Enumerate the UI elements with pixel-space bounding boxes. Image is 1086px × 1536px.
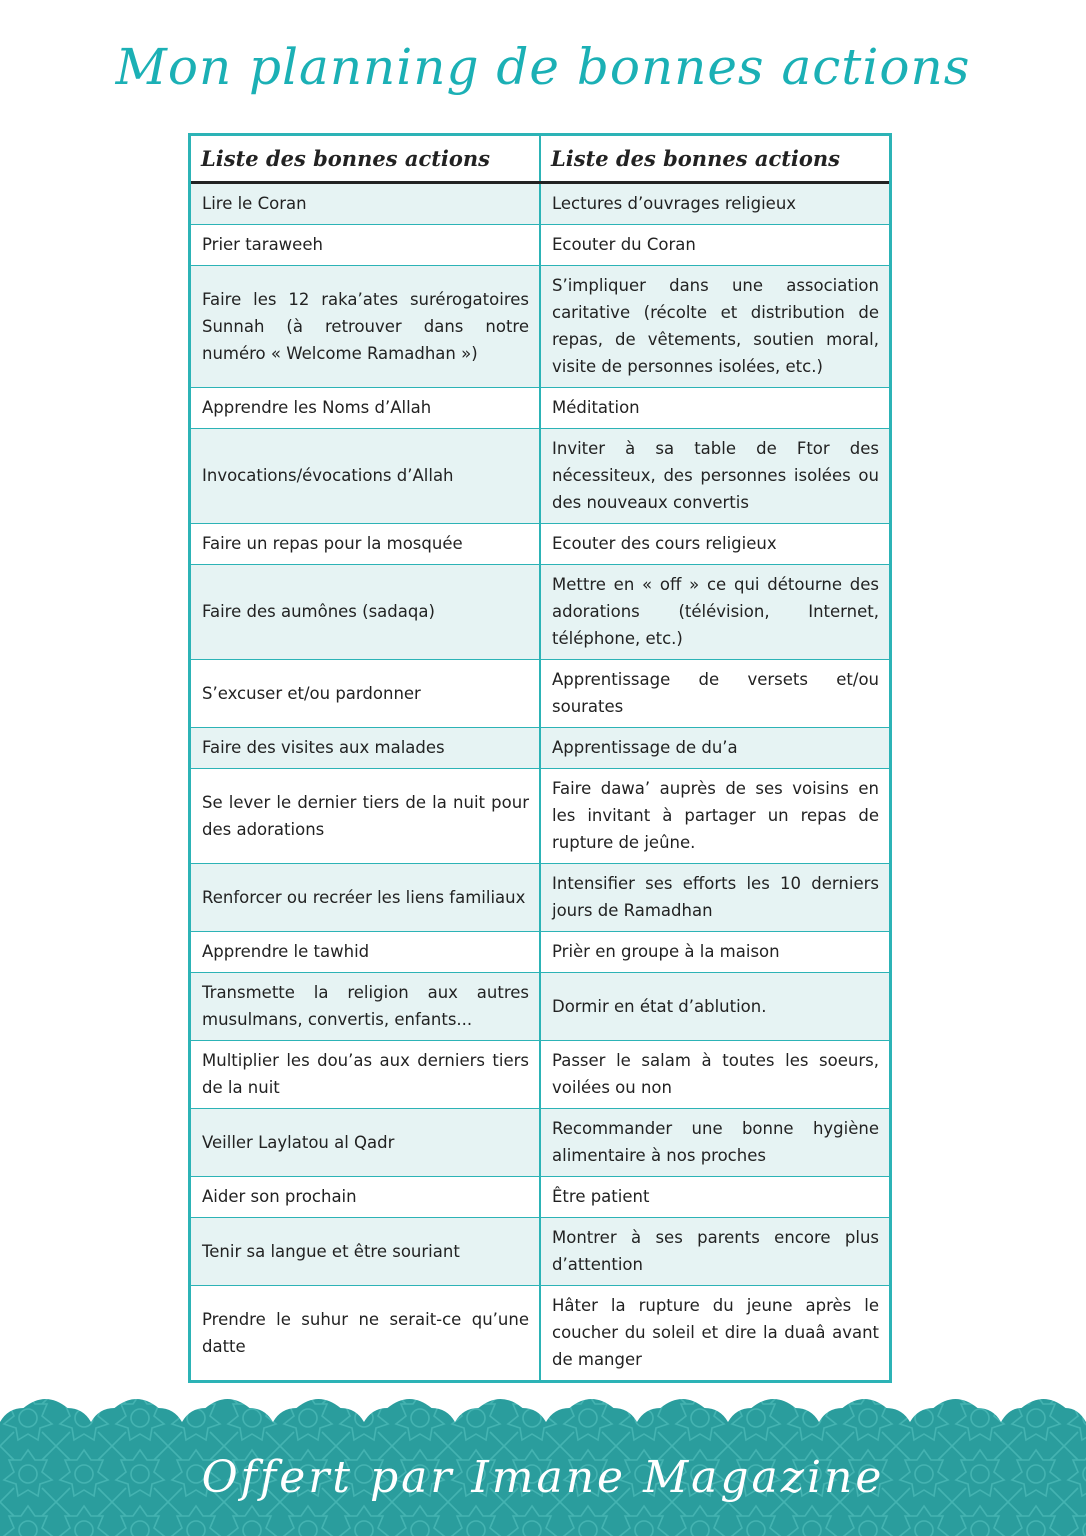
table-row: [191, 1218, 889, 1286]
table-row: [191, 183, 889, 225]
table-row: [191, 1177, 889, 1218]
action-cell-right: Hâter la rupture du jeune après le coucher du soleil et dire la duaâ avant de manger: [540, 1286, 889, 1381]
table-row: [191, 973, 889, 1041]
action-cell-right: Inviter à sa table de Ftor des nécessiteux, des personnes isolées ou des nouveaux convertis: [540, 429, 889, 524]
table-row: [191, 1286, 889, 1381]
action-cell-right: Lectures d’ouvrages religieux: [540, 183, 889, 225]
table-header-row: [191, 136, 889, 183]
table-row: [191, 1109, 889, 1177]
action-cell-right: Apprentissage de du’a: [540, 728, 889, 769]
table-row: [191, 660, 889, 728]
table-row: [191, 388, 889, 429]
action-cell-left: Aider son prochain: [191, 1177, 540, 1218]
column-header-1: Liste des bonnes actions: [191, 136, 540, 183]
table-row: [191, 565, 889, 660]
action-cell-right: Méditation: [540, 388, 889, 429]
action-cell-right: Mettre en « off » ce qui détourne des adorations (télévision, Internet, téléphone, etc.): [540, 565, 889, 660]
table-row: [191, 728, 889, 769]
action-cell-left: Faire des visites aux malades: [191, 728, 540, 769]
action-cell-right: S’impliquer dans une association caritative (récolte et distribution de repas, de vêtements, soutien moral, visite de personnes isolées, etc.): [540, 266, 889, 388]
action-cell-right: Passer le salam à toutes les soeurs, voilées ou non: [540, 1041, 889, 1109]
table-row: [191, 769, 889, 864]
action-cell-right: Ecouter du Coran: [540, 225, 889, 266]
action-cell-left: Apprendre les Noms d’Allah: [191, 388, 540, 429]
action-cell-left: Faire un repas pour la mosquée: [191, 524, 540, 565]
action-cell-right: Recommander une bonne hygiène alimentaire à nos proches: [540, 1109, 889, 1177]
action-cell-left: Faire des aumônes (sadaqa): [191, 565, 540, 660]
action-cell-left: Prendre le suhur ne serait-ce qu’une datte: [191, 1286, 540, 1381]
table-row: [191, 864, 889, 932]
action-cell-right: Ecouter des cours religieux: [540, 524, 889, 565]
table-row: [191, 429, 889, 524]
action-cell-left: Se lever le dernier tiers de la nuit pour des adorations: [191, 769, 540, 864]
table-row: [191, 1041, 889, 1109]
action-cell-right: Être patient: [540, 1177, 889, 1218]
action-cell-left: Transmette la religion aux autres musulmans, convertis, enfants...: [191, 973, 540, 1041]
action-cell-left: Veiller Laylatou al Qadr: [191, 1109, 540, 1177]
action-cell-left: Faire les 12 raka’ates surérogatoires Sunnah (à retrouver dans notre numéro « Welcome Ramadhan »): [191, 266, 540, 388]
action-cell-right: Apprentissage de versets et/ou sourates: [540, 660, 889, 728]
action-cell-left: Tenir sa langue et être souriant: [191, 1218, 540, 1286]
action-cell-right: Faire dawa’ auprès de ses voisins en les invitant à partager un repas de rupture de jeûne.: [540, 769, 889, 864]
column-header-2: Liste des bonnes actions: [540, 136, 889, 183]
table-row: [191, 524, 889, 565]
page-title: Mon planning de bonnes actions: [115, 38, 971, 96]
table-row: [191, 932, 889, 973]
action-cell-right: Dormir en état d’ablution.: [540, 973, 889, 1041]
action-cell-left: Apprendre le tawhid: [191, 932, 540, 973]
footer-text: Offert par Imane Magazine: [201, 1452, 885, 1503]
action-cell-left: Prier taraweeh: [191, 225, 540, 266]
actions-table: [188, 133, 892, 1383]
action-cell-right: Montrer à ses parents encore plus d’attention: [540, 1218, 889, 1286]
action-cell-right: Intensifier ses efforts les 10 derniers jours de Ramadhan: [540, 864, 889, 932]
action-cell-left: S’excuser et/ou pardonner: [191, 660, 540, 728]
footer-banner: [0, 1390, 1086, 1536]
table-row: [191, 266, 889, 388]
action-cell-left: Lire le Coran: [191, 183, 540, 225]
action-cell-left: Invocations/évocations d’Allah: [191, 429, 540, 524]
action-cell-left: Renforcer ou recréer les liens familiaux: [191, 864, 540, 932]
action-cell-right: Prièr en groupe à la maison: [540, 932, 889, 973]
table-row: [191, 225, 889, 266]
action-cell-left: Multiplier les dou’as aux derniers tiers de la nuit: [191, 1041, 540, 1109]
